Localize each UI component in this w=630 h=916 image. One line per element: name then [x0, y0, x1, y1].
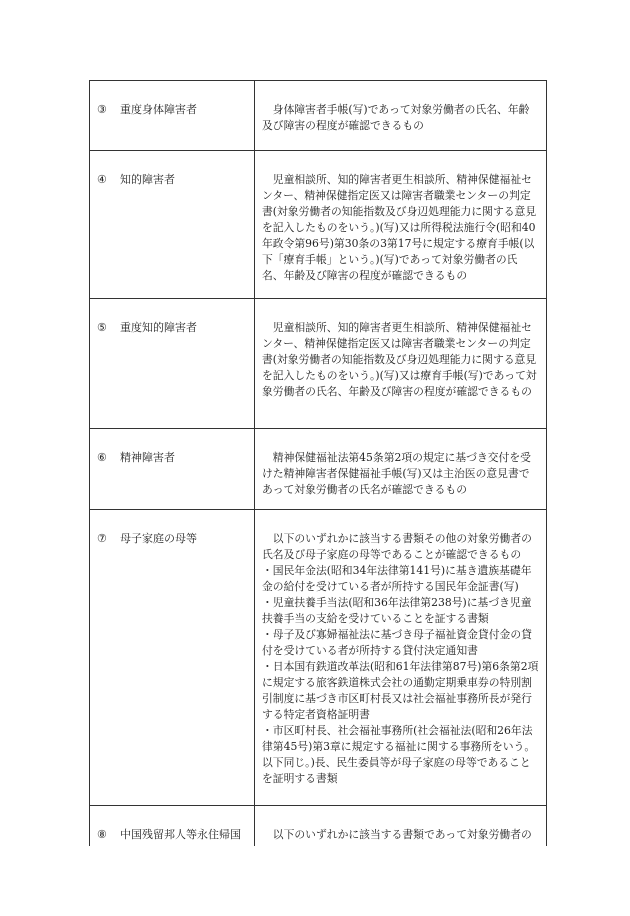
- table-row: [90, 806, 547, 846]
- document-cell: [255, 299, 547, 429]
- row-number: ③: [97, 103, 107, 116]
- document-cell: [255, 151, 547, 299]
- category-cell: [90, 151, 255, 299]
- row-number: ⑦: [97, 532, 107, 545]
- document-cell: [255, 806, 547, 846]
- category-cell: [90, 510, 255, 806]
- document-cell: [255, 510, 547, 806]
- document-list: [262, 563, 539, 787]
- category-label: 重度知的障害者: [120, 321, 197, 334]
- table-row: [90, 299, 547, 429]
- list-item: ・母子及び寡婦福祉法に基づき母子福祉資金貸付金の貸付を受けている者が所持する貸付決定通知書: [262, 628, 532, 657]
- category-cell: [90, 299, 255, 429]
- document-text: 児童相談所、知的障害者更生相談所、精神保健福祉センター、精神保健指定医又は障害者職業センターの判定書(対象労働者の知能指数及び身辺処理能力に関する意見を記入したものをいう。)(写)又は療育手帳(写)であって対象労働者の氏名、年齢及び障害の程度が確認できるもの: [262, 321, 537, 398]
- list-item: ・日本国有鉄道改革法(昭和61年法律第87号)第6条第2項に規定する旅客鉄道株式会社の通勤定期乗車券の特別割引制度に基づき市区町村長又は社会福祉事務所長が発行する特定者資格証明書: [262, 660, 539, 721]
- document-cell: [255, 429, 547, 510]
- category-label: 中国残留邦人等永住帰国: [120, 828, 241, 841]
- category-label: 重度身体障害者: [120, 103, 197, 116]
- row-number: ④: [97, 173, 107, 186]
- table-row: [90, 81, 547, 151]
- document-text: 精神保健福祉法第45条第2項の規定に基づき交付を受けた精神障害者保健福祉手帳(写)又は主治医の意見書であって対象労働者の氏名が確認できるもの: [262, 451, 531, 496]
- document-text: 以下のいずれかに該当する書類その他の対象労働者の氏名及び母子家庭の母等であることが確認できるもの: [262, 532, 532, 561]
- table-row: [90, 151, 547, 299]
- category-cell: [90, 806, 255, 846]
- category-label: 精神障害者: [120, 451, 175, 464]
- list-item: ・市区町村長、社会福祉事務所(社会福祉法(昭和26年法律第45号)第3章に規定する福祉に関する事務所をいう。以下同じ。)長、民生委員等が母子家庭の母等であることを証明する書類: [262, 724, 536, 785]
- requirements-table: [89, 80, 547, 846]
- category-cell: [90, 429, 255, 510]
- row-number: ⑧: [97, 828, 107, 841]
- document-text: 児童相談所、知的障害者更生相談所、精神保健福祉センター、精神保健指定医又は障害者職業センターの判定書(対象労働者の知能指数及び身辺処理能力に関する意見を記入したものをいう。)(写)又は所得税法施行令(昭和40年政令第96号)第30条の3第17号に規定する療育手帳(以下「療育手帳」という。)(写)であって対象労働者の氏名、年齢及び障害の程度が確認できるもの: [262, 173, 537, 282]
- category-label: 母子家庭の母等: [120, 532, 197, 545]
- list-item: ・児童扶養手当法(昭和36年法律第238号)に基づき児童扶養手当の支給を受けていることを証する書類: [262, 596, 532, 625]
- document-text: 以下のいずれかに該当する書類であって対象労働者の: [272, 828, 532, 841]
- row-number: ⑥: [97, 451, 107, 464]
- table-row: [90, 429, 547, 510]
- row-number: ⑤: [97, 321, 107, 334]
- document-cell: [255, 81, 547, 151]
- table-row: [90, 510, 547, 806]
- document-text: 身体障害者手帳(写)であって対象労働者の氏名、年齢及び障害の程度が確認できるもの: [262, 103, 530, 132]
- category-label: 知的障害者: [120, 173, 175, 186]
- list-item: ・国民年金法(昭和34年法律第141号)に基き遺族基礎年金の給付を受けている者が所持する国民年金証書(写): [262, 564, 532, 593]
- category-cell: [90, 81, 255, 151]
